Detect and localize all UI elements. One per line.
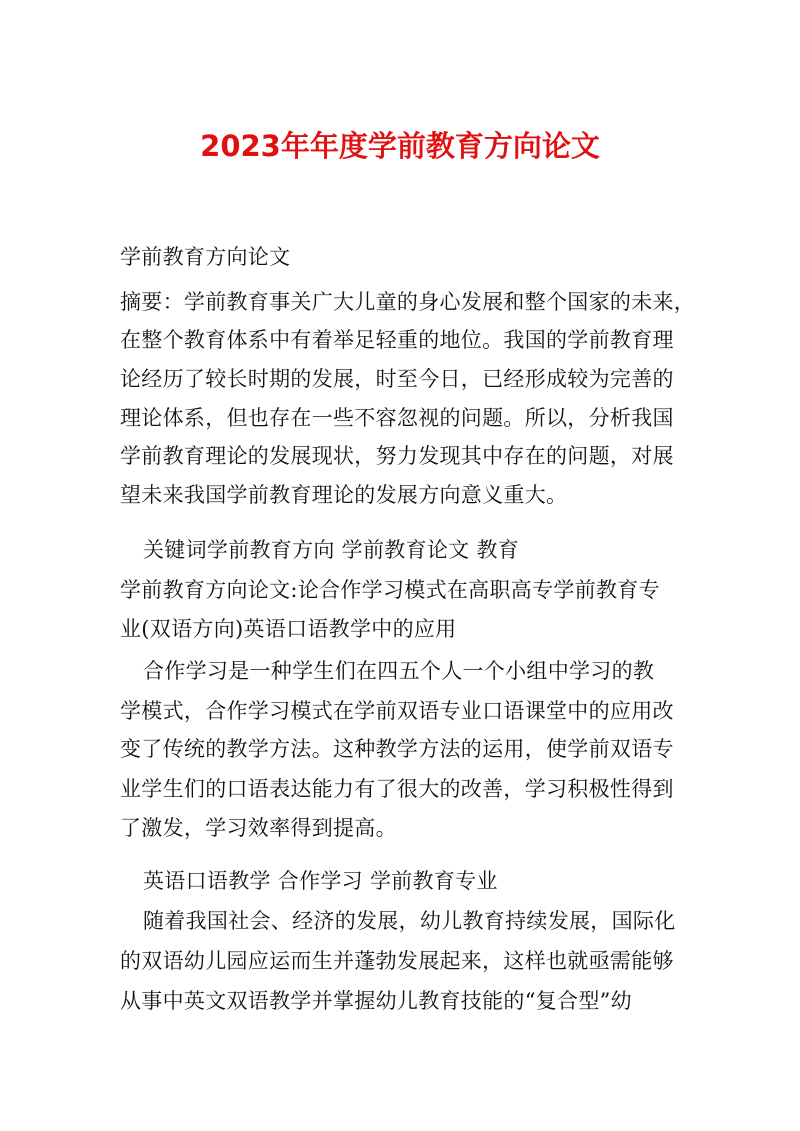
text-line-keywords: 英语口语教学 合作学习 学前教育专业 — [143, 869, 498, 893]
text-line: 在整个教育体系中有着举足轻重的地位。我国的学前教育理 — [120, 328, 674, 352]
text-line-subtitle: 学前教育方向论文:论合作学习模式在高职高专学前教育专 — [120, 578, 660, 602]
text-line: 业(双语方向)英语口语教学中的应用 — [120, 617, 457, 641]
text-line: 从事中英文双语教学并掌握幼儿教育技能的“复合型”幼 — [120, 989, 632, 1013]
text-line-paragraph: 随着我国社会、经济的发展，幼儿教育持续发展，国际化 — [143, 909, 676, 933]
document-title: 2023年年度学前教育方向论文 — [200, 129, 600, 163]
text-line-paragraph: 合作学习是一种学生们在四五个人一个小组中学习的教 — [143, 659, 655, 683]
text-line-abstract: 摘要：学前教育事关广大儿童的身心发展和整个国家的未来， — [120, 290, 696, 314]
text-line: 的双语幼儿园应运而生并蓬勃发展起来，这样也就亟需能够 — [120, 949, 674, 973]
text-line: 望未来我国学前教育理论的发展方向意义重大。 — [120, 483, 568, 507]
text-line: 学前教育理论的发展现状，努力发现其中存在的问题，对展 — [120, 444, 674, 468]
text-line: 业学生们的口语表达能力有了很大的改善，学习积极性得到 — [120, 777, 674, 801]
text-line: 变了传统的教学方法。这种教学方法的运用，使学前双语专 — [120, 737, 674, 761]
text-line-heading: 学前教育方向论文 — [120, 245, 291, 269]
text-line-keywords: 关键词学前教育方向 学前教育论文 教育 — [143, 538, 520, 562]
text-line: 学模式，合作学习模式在学前双语专业口语课堂中的应用改 — [120, 699, 674, 723]
text-line: 了激发，学习效率得到提高。 — [120, 816, 397, 840]
text-line: 论经历了较长时期的发展，时至今日，已经形成较为完善的 — [120, 367, 674, 391]
text-line: 理论体系，但也存在一些不容忽视的问题。所以，分析我国 — [120, 406, 674, 430]
